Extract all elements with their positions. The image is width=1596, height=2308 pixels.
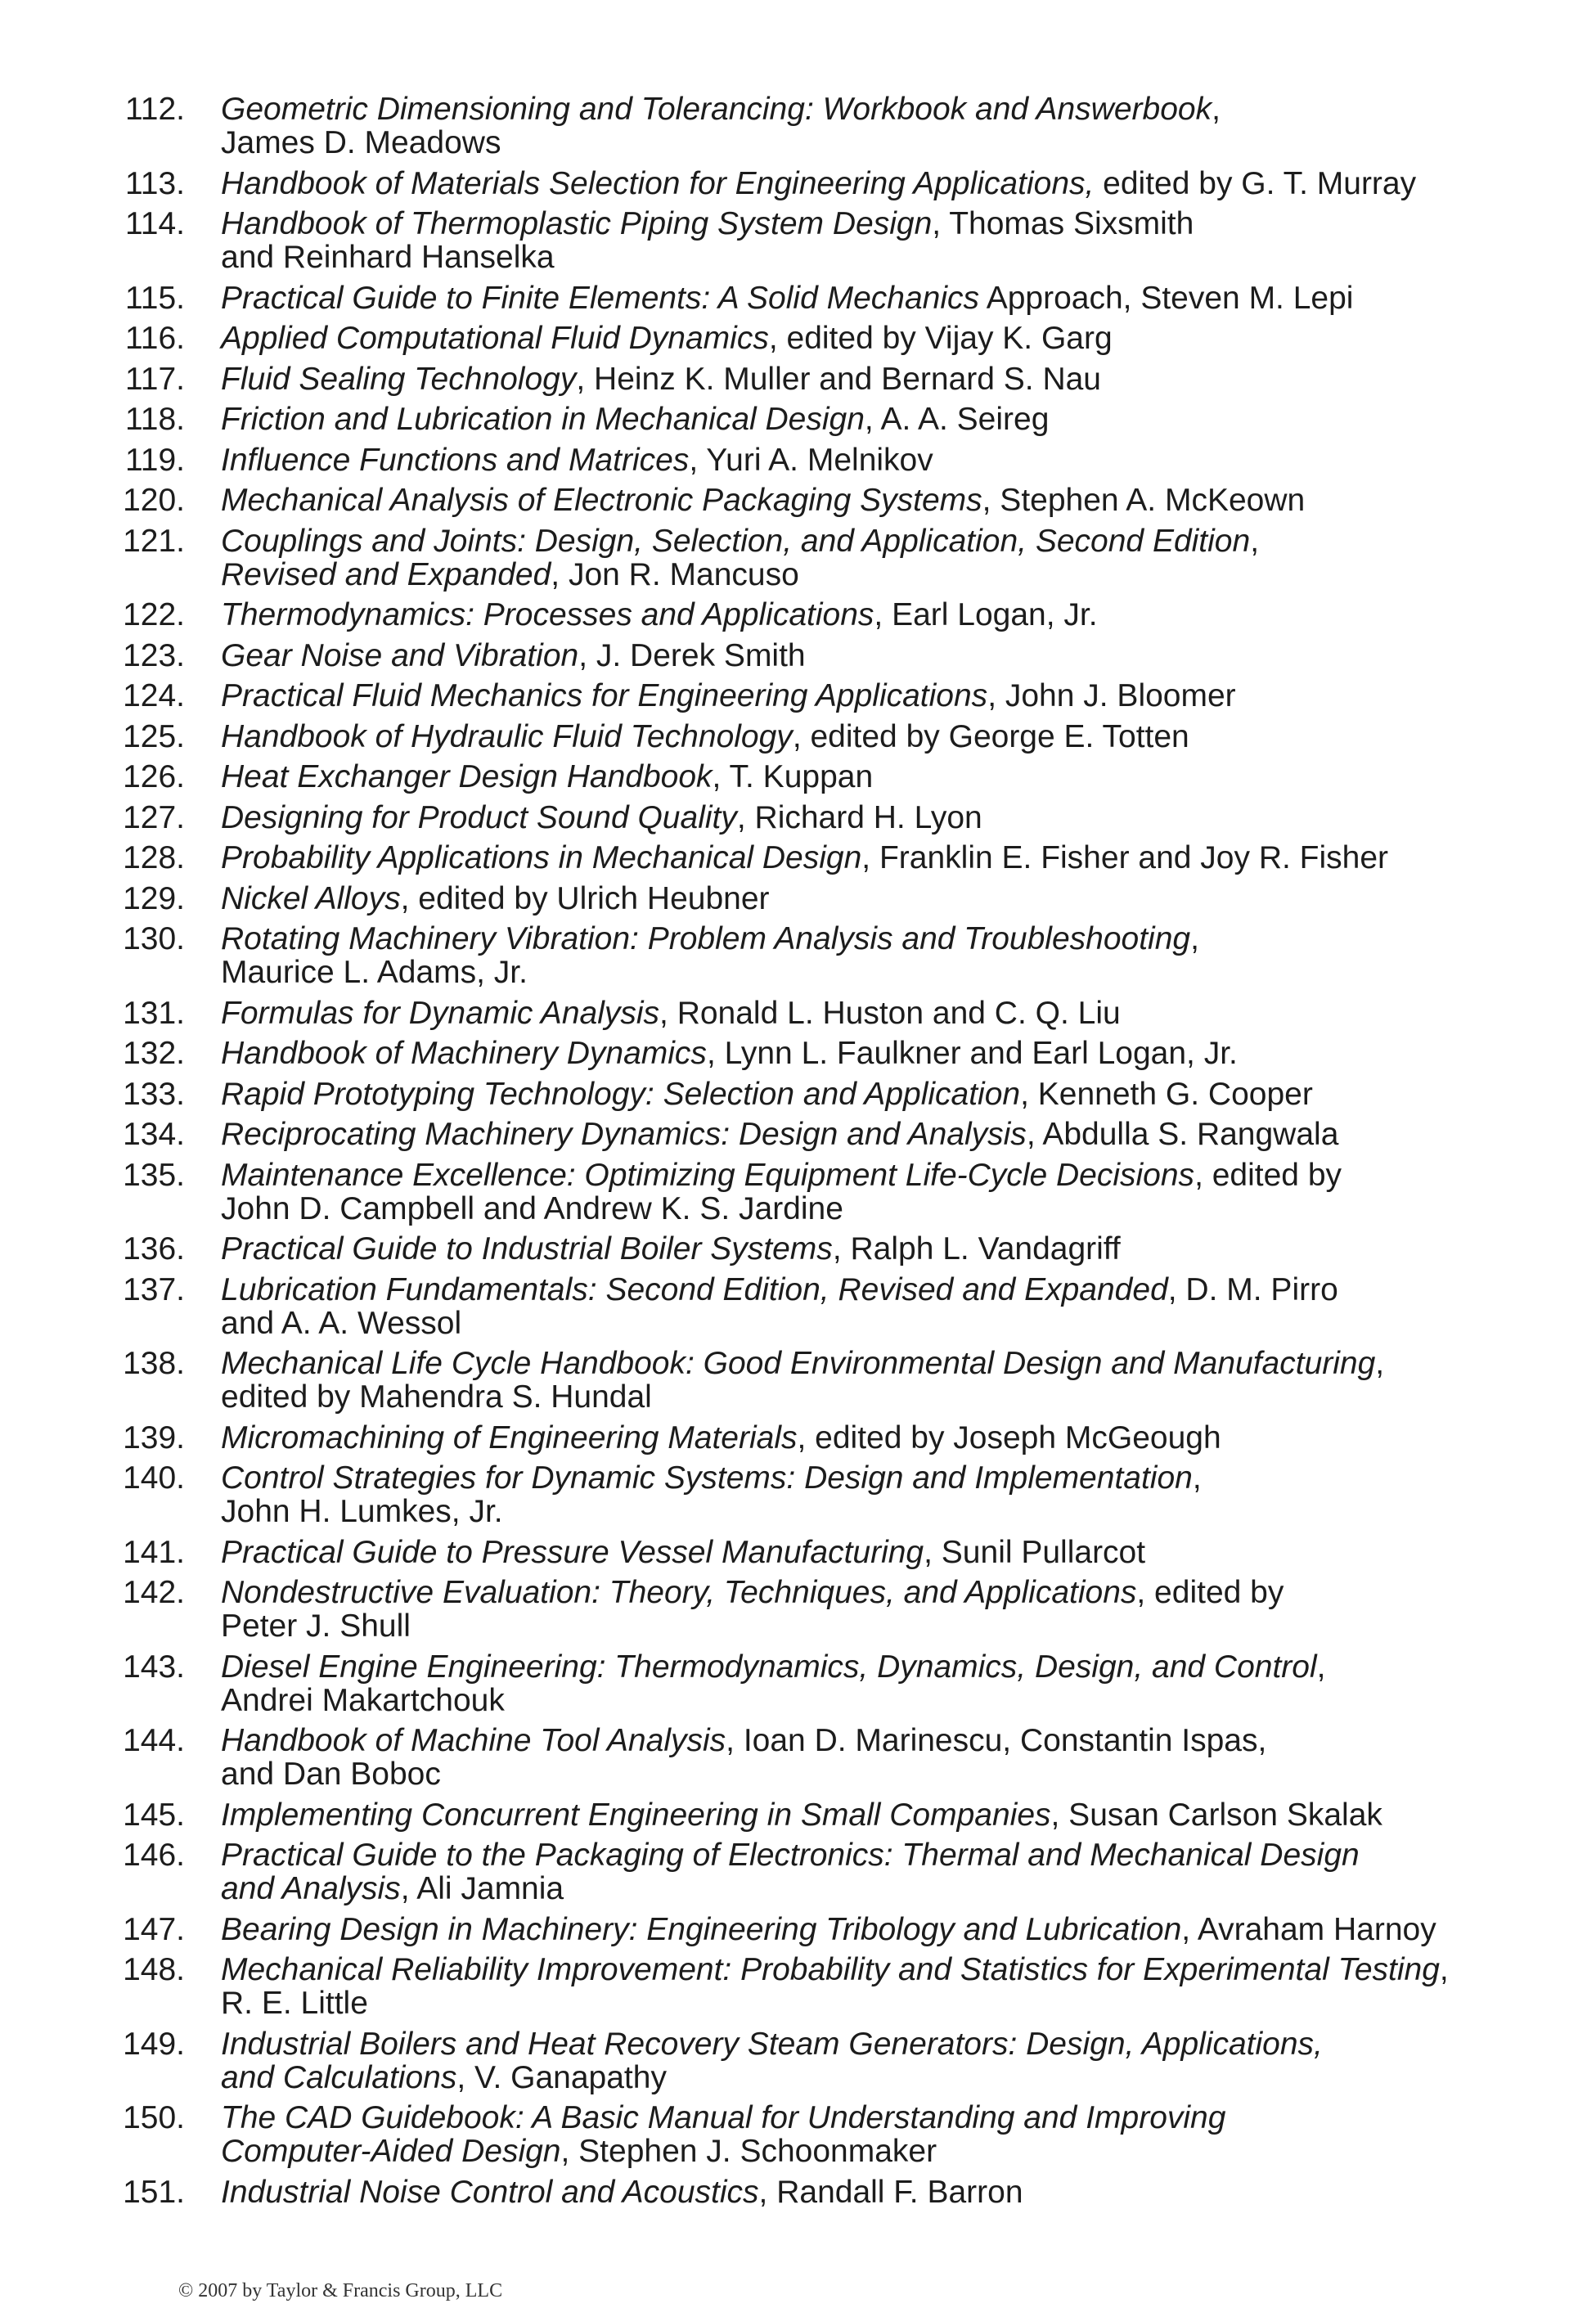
book-title: Friction and Lubrication in Mechanical Design bbox=[221, 402, 865, 437]
book-title: Nondestructive Evaluation: Theory, Techniques, and Applications bbox=[221, 1575, 1137, 1610]
author-text: and Dan Boboc bbox=[221, 1757, 441, 1792]
book-title: Nickel Alloys bbox=[221, 880, 401, 916]
entry-number: 147. bbox=[123, 1911, 185, 1947]
author-text: , Stephen J. Schoonmaker bbox=[560, 2134, 937, 2169]
book-title: Gear Noise and Vibration bbox=[221, 637, 579, 673]
book-title: Practical Fluid Mechanics for Engineering Applications bbox=[221, 678, 988, 713]
entry-text bbox=[221, 1724, 1528, 1791]
list-item bbox=[121, 1838, 1528, 1905]
list-item bbox=[121, 403, 1528, 436]
author-text: , Lynn L. Faulkner and Earl Logan, Jr. bbox=[706, 1036, 1238, 1071]
entry-line bbox=[221, 1307, 1528, 1340]
entry-line bbox=[221, 956, 1528, 989]
entry-number: 127. bbox=[123, 799, 185, 835]
book-title: Couplings and Joints: Design, Selection, and Application, Second Edition bbox=[221, 523, 1251, 559]
entry-text bbox=[221, 2175, 1528, 2209]
list-item bbox=[121, 1273, 1528, 1340]
book-title: Control Strategies for Dynamic Systems: Design and Implementation bbox=[221, 1460, 1193, 1496]
list-item bbox=[121, 443, 1528, 477]
list-item bbox=[121, 639, 1528, 673]
author-text: , bbox=[1192, 1460, 1202, 1496]
list-item bbox=[121, 92, 1528, 160]
book-title: Diesel Engine Engineering: Thermodynamics, Dynamics, Design, and Control bbox=[221, 1649, 1317, 1685]
book-title: Heat Exchanger Design Handbook bbox=[221, 759, 713, 794]
entry-text bbox=[221, 1158, 1528, 1226]
entry-line bbox=[221, 443, 1528, 477]
author-text: , Earl Logan, Jr. bbox=[874, 597, 1098, 632]
entry-text bbox=[221, 1421, 1528, 1455]
list-item bbox=[121, 1536, 1528, 1569]
entry-number: 128. bbox=[123, 840, 185, 875]
author-text: , edited by bbox=[1194, 1157, 1342, 1193]
author-text: , Thomas Sixsmith bbox=[932, 206, 1194, 241]
author-text: Approach, Steven M. Lepi bbox=[979, 280, 1354, 316]
entry-line bbox=[221, 720, 1528, 754]
list-item bbox=[121, 1913, 1528, 1946]
entry-line bbox=[221, 1495, 1528, 1528]
author-text: , Sunil Pullarcot bbox=[924, 1534, 1146, 1570]
book-title: Thermodynamics: Processes and Applications bbox=[221, 597, 874, 632]
book-title: Practical Guide to Industrial Boiler Systems bbox=[221, 1231, 833, 1266]
entry-number: 119. bbox=[124, 442, 185, 478]
list-item bbox=[121, 281, 1528, 315]
list-item bbox=[121, 362, 1528, 396]
list-item bbox=[121, 679, 1528, 713]
book-title: Practical Guide to the Packaging of Electronics: Thermal and Mechanical Design bbox=[221, 1838, 1360, 1873]
author-text: , Ioan D. Marinescu, Constantin Ispas, bbox=[726, 1723, 1267, 1758]
book-title: Influence Functions and Matrices bbox=[221, 442, 690, 478]
author-text: James D. Meadows bbox=[221, 125, 501, 160]
list-item bbox=[121, 801, 1528, 835]
entry-line bbox=[221, 126, 1528, 160]
entry-line bbox=[221, 1273, 1528, 1307]
book-title: Mechanical Analysis of Electronic Packaging Systems bbox=[221, 483, 982, 518]
entry-text bbox=[221, 1536, 1528, 1569]
list-item bbox=[121, 1347, 1528, 1414]
entry-text bbox=[221, 484, 1528, 517]
entry-line bbox=[221, 167, 1528, 200]
list-item bbox=[121, 1953, 1528, 2020]
author-text: , Richard H. Lyon bbox=[736, 799, 982, 835]
entry-line bbox=[221, 558, 1528, 592]
entry-text bbox=[221, 362, 1528, 396]
entry-text bbox=[221, 1798, 1528, 1832]
book-title: Revised and Expanded bbox=[221, 556, 551, 592]
entry-line bbox=[221, 801, 1528, 835]
entry-line bbox=[221, 1576, 1528, 1609]
entry-text bbox=[221, 1232, 1528, 1266]
entry-line bbox=[221, 1986, 1528, 2020]
list-item bbox=[121, 1158, 1528, 1226]
entry-number: 131. bbox=[123, 995, 185, 1031]
entry-number: 132. bbox=[123, 1036, 185, 1071]
entry-line bbox=[221, 882, 1528, 916]
author-text: edited by Mahendra S. Hundal bbox=[221, 1379, 652, 1415]
author-text: , Franklin E. Fisher and Joy R. Fisher bbox=[861, 840, 1389, 875]
entry-number: 116. bbox=[124, 321, 185, 356]
entry-number: 141. bbox=[123, 1534, 185, 1570]
copyright-footer: © 2007 by Taylor & Francis Group, LLC bbox=[178, 2280, 503, 2301]
entry-text bbox=[221, 1273, 1528, 1340]
author-text: , Ronald L. Huston and C. Q. Liu bbox=[659, 995, 1121, 1031]
book-title: Handbook of Materials Selection for Engineering Applications, bbox=[221, 165, 1095, 201]
entry-number: 144. bbox=[123, 1723, 185, 1758]
entry-number: 135. bbox=[123, 1157, 185, 1193]
entry-number: 118. bbox=[124, 402, 185, 437]
entry-line bbox=[221, 1724, 1528, 1757]
author-text: , Randall F. Barron bbox=[758, 2174, 1023, 2210]
entry-text bbox=[221, 1576, 1528, 1643]
entry-number: 114. bbox=[124, 206, 185, 241]
entry-number: 129. bbox=[123, 880, 185, 916]
entry-text bbox=[221, 801, 1528, 835]
entry-number: 115. bbox=[124, 280, 185, 316]
list-item bbox=[121, 882, 1528, 916]
entry-number: 151. bbox=[123, 2174, 185, 2210]
list-item bbox=[121, 922, 1528, 989]
book-title: Computer-Aided Design bbox=[221, 2134, 561, 2169]
entry-line bbox=[221, 2135, 1528, 2168]
author-text: , Ali Jamnia bbox=[400, 1871, 564, 1906]
author-text: , J. Derek Smith bbox=[578, 637, 806, 673]
book-title: The CAD Guidebook: A Basic Manual for Understanding and Improving bbox=[221, 2100, 1226, 2135]
author-text: Andrei Makartchouk bbox=[221, 1682, 505, 1718]
entry-number: 136. bbox=[123, 1231, 185, 1266]
entry-line bbox=[221, 241, 1528, 274]
book-title: Rotating Machinery Vibration: Problem Analysis and Troubleshooting bbox=[221, 921, 1191, 956]
book-title: Designing for Product Sound Quality bbox=[221, 799, 737, 835]
entry-line bbox=[221, 1536, 1528, 1569]
entry-text bbox=[221, 1347, 1528, 1414]
entry-text bbox=[221, 1037, 1528, 1070]
entry-line bbox=[221, 207, 1528, 241]
entry-line bbox=[221, 1798, 1528, 1832]
list-item bbox=[121, 1421, 1528, 1455]
book-title: Mechanical Reliability Improvement: Probability and Statistics for Experimental Testing bbox=[221, 1952, 1440, 1987]
book-title: Micromachining of Engineering Materials bbox=[221, 1419, 798, 1455]
book-title: Lubrication Fundamentals: Second Edition, Revised and Expanded bbox=[221, 1271, 1168, 1307]
entry-number: 117. bbox=[124, 361, 185, 397]
author-text: , Susan Carlson Skalak bbox=[1050, 1797, 1382, 1833]
entry-line bbox=[221, 922, 1528, 956]
entry-number: 133. bbox=[123, 1076, 185, 1112]
author-text: , bbox=[1439, 1952, 1449, 1987]
entry-number: 139. bbox=[123, 1419, 185, 1455]
entry-line bbox=[221, 1380, 1528, 1414]
entry-line bbox=[221, 484, 1528, 517]
author-text: R. E. Little bbox=[221, 1986, 368, 2021]
entry-line bbox=[221, 1461, 1528, 1495]
entry-text bbox=[221, 598, 1528, 632]
entry-number: 123. bbox=[123, 637, 185, 673]
entry-line bbox=[221, 1192, 1528, 1226]
entry-text bbox=[221, 443, 1528, 477]
author-text: , edited by George E. Totten bbox=[792, 718, 1189, 754]
entry-text bbox=[221, 720, 1528, 754]
entry-line bbox=[221, 1650, 1528, 1684]
list-item bbox=[121, 322, 1528, 355]
list-item bbox=[121, 1461, 1528, 1528]
entry-text bbox=[221, 524, 1528, 592]
list-item bbox=[121, 1118, 1528, 1151]
entry-line bbox=[221, 841, 1528, 875]
entry-text bbox=[221, 882, 1528, 916]
entry-line bbox=[221, 524, 1528, 558]
list-item bbox=[121, 1078, 1528, 1111]
book-title: Bearing Design in Machinery: Engineering Tribology and Lubrication bbox=[221, 1911, 1182, 1947]
entry-number: 143. bbox=[123, 1649, 185, 1685]
author-text: John H. Lumkes, Jr. bbox=[221, 1494, 503, 1529]
entry-line bbox=[221, 679, 1528, 713]
author-text: Maurice L. Adams, Jr. bbox=[221, 955, 528, 990]
entry-text bbox=[221, 1118, 1528, 1151]
entry-line bbox=[221, 281, 1528, 315]
entry-number: 138. bbox=[123, 1346, 185, 1381]
author-text: , Heinz K. Muller and Bernard S. Nau bbox=[576, 361, 1101, 397]
entry-line bbox=[221, 1347, 1528, 1380]
author-text: and Reinhard Hanselka bbox=[221, 240, 555, 275]
entry-text bbox=[221, 207, 1528, 274]
entry-line bbox=[221, 2101, 1528, 2135]
entry-line bbox=[221, 1913, 1528, 1946]
entry-line bbox=[221, 760, 1528, 794]
book-title: Fluid Sealing Technology bbox=[221, 361, 577, 397]
list-item bbox=[121, 1576, 1528, 1643]
entry-line bbox=[221, 1421, 1528, 1455]
author-text: and A. A. Wessol bbox=[221, 1305, 462, 1341]
author-text: , John J. Bloomer bbox=[987, 678, 1236, 713]
entry-line bbox=[221, 2027, 1528, 2061]
author-text: , bbox=[1250, 523, 1260, 559]
author-text: , Yuri A. Melnikov bbox=[689, 442, 933, 478]
list-item bbox=[121, 484, 1528, 517]
list-item bbox=[121, 1232, 1528, 1266]
entry-number: 140. bbox=[123, 1460, 185, 1496]
book-title: Industrial Noise Control and Acoustics bbox=[221, 2174, 759, 2210]
entry-line bbox=[221, 997, 1528, 1030]
entry-text bbox=[221, 167, 1528, 200]
entry-text bbox=[221, 1078, 1528, 1111]
entry-number: 146. bbox=[123, 1838, 185, 1873]
entry-number: 130. bbox=[123, 921, 185, 956]
list-item bbox=[121, 1724, 1528, 1791]
list-item bbox=[121, 167, 1528, 200]
book-title: Handbook of Thermoplastic Piping System Design bbox=[221, 206, 933, 241]
book-title: and Analysis bbox=[221, 1871, 401, 1906]
entry-number: 134. bbox=[123, 1117, 185, 1152]
entry-number: 150. bbox=[123, 2100, 185, 2135]
author-text: , edited by Ulrich Heubner bbox=[400, 880, 770, 916]
entry-line bbox=[221, 403, 1528, 436]
entry-text bbox=[221, 1461, 1528, 1528]
book-title: Handbook of Machinery Dynamics bbox=[221, 1036, 707, 1071]
book-title: Maintenance Excellence: Optimizing Equipment Life-Cycle Decisions bbox=[221, 1157, 1195, 1193]
entry-text bbox=[221, 322, 1528, 355]
entry-line bbox=[221, 362, 1528, 396]
list-item bbox=[121, 207, 1528, 274]
list-item bbox=[121, 1650, 1528, 1717]
book-title: and Calculations bbox=[221, 2059, 457, 2095]
entry-text bbox=[221, 92, 1528, 160]
author-text: , D. M. Pirro bbox=[1167, 1271, 1338, 1307]
entry-line bbox=[221, 639, 1528, 673]
entry-text bbox=[221, 1838, 1528, 1905]
entry-number: 148. bbox=[123, 1952, 185, 1987]
list-item bbox=[121, 2101, 1528, 2168]
entry-number: 149. bbox=[123, 2026, 185, 2062]
entry-text bbox=[221, 841, 1528, 875]
author-text: , Jon R. Mancuso bbox=[551, 556, 799, 592]
entry-number: 120. bbox=[123, 483, 185, 518]
author-text: , V. Ganapathy bbox=[456, 2059, 667, 2095]
entry-text bbox=[221, 2027, 1528, 2094]
entry-text bbox=[221, 760, 1528, 794]
entry-number: 126. bbox=[123, 759, 185, 794]
author-text: , Kenneth G. Cooper bbox=[1020, 1076, 1313, 1112]
entry-number: 124. bbox=[123, 678, 185, 713]
list-item bbox=[121, 598, 1528, 632]
author-text: , bbox=[1316, 1649, 1326, 1685]
list-item bbox=[121, 1037, 1528, 1070]
entry-number: 145. bbox=[123, 1797, 185, 1833]
book-title: Mechanical Life Cycle Handbook: Good Environmental Design and Manufacturing bbox=[221, 1346, 1376, 1381]
entry-line bbox=[221, 1609, 1528, 1643]
entry-line bbox=[221, 2175, 1528, 2209]
book-title: Geometric Dimensioning and Tolerancing: Workbook and Answerbook bbox=[221, 92, 1212, 127]
book-title: Industrial Boilers and Heat Recovery Steam Generators: Design, Applications, bbox=[221, 2026, 1323, 2062]
entry-text bbox=[221, 1913, 1528, 1946]
entry-number: 121. bbox=[123, 523, 185, 559]
book-title: Practical Guide to Pressure Vessel Manufacturing bbox=[221, 1534, 924, 1570]
entry-text bbox=[221, 2101, 1528, 2168]
entry-line bbox=[221, 1684, 1528, 1717]
entry-line bbox=[221, 1838, 1528, 1872]
entry-text bbox=[221, 1953, 1528, 2020]
entry-line bbox=[221, 322, 1528, 355]
entry-text bbox=[221, 639, 1528, 673]
list-item bbox=[121, 1798, 1528, 1832]
book-title: Formulas for Dynamic Analysis bbox=[221, 995, 660, 1031]
entry-line bbox=[221, 1872, 1528, 1905]
entry-number: 122. bbox=[123, 597, 185, 632]
book-title: Handbook of Machine Tool Analysis bbox=[221, 1723, 726, 1758]
author-text: , T. Kuppan bbox=[712, 759, 874, 794]
entry-line bbox=[221, 1158, 1528, 1192]
entry-line bbox=[221, 92, 1528, 126]
author-text: , bbox=[1212, 92, 1221, 127]
book-title: Reciprocating Machinery Dynamics: Design and Analysis bbox=[221, 1117, 1027, 1152]
list-item bbox=[121, 760, 1528, 794]
author-text: , edited by Joseph McGeough bbox=[797, 1419, 1221, 1455]
book-title: Handbook of Hydraulic Fluid Technology bbox=[221, 718, 793, 754]
author-text: , Ralph L. Vandagriff bbox=[832, 1231, 1121, 1266]
book-title: Applied Computational Fluid Dynamics bbox=[221, 321, 769, 356]
entry-number: 113. bbox=[124, 165, 185, 201]
book-title: Probability Applications in Mechanical Design bbox=[221, 840, 862, 875]
book-title: Practical Guide to Finite Elements: A Solid Mechanics bbox=[221, 280, 980, 316]
entry-line bbox=[221, 1953, 1528, 1986]
author-text: , edited by Vijay K. Garg bbox=[768, 321, 1113, 356]
author-text: , Avraham Harnoy bbox=[1181, 1911, 1436, 1947]
entry-text bbox=[221, 281, 1528, 315]
author-text: Peter J. Shull bbox=[221, 1608, 411, 1644]
author-text: , Abdulla S. Rangwala bbox=[1026, 1117, 1339, 1152]
entry-text bbox=[221, 997, 1528, 1030]
entry-line bbox=[221, 1078, 1528, 1111]
entry-text bbox=[221, 922, 1528, 989]
book-title: Rapid Prototyping Technology: Selection and Application bbox=[221, 1076, 1021, 1112]
list-item bbox=[121, 720, 1528, 754]
entry-line bbox=[221, 1118, 1528, 1151]
entry-number: 125. bbox=[123, 718, 185, 754]
entry-number: 142. bbox=[123, 1575, 185, 1610]
author-text: John D. Campbell and Andrew K. S. Jardine bbox=[221, 1190, 843, 1226]
author-text: , bbox=[1375, 1346, 1385, 1381]
author-text: , bbox=[1190, 921, 1199, 956]
author-text: , A. A. Seireg bbox=[864, 402, 1050, 437]
author-text: edited by G. T. Murray bbox=[1094, 165, 1417, 201]
entry-line bbox=[221, 1037, 1528, 1070]
list-item bbox=[121, 524, 1528, 592]
entry-line bbox=[221, 1232, 1528, 1266]
author-text: , edited by bbox=[1136, 1575, 1284, 1610]
entry-line bbox=[221, 1757, 1528, 1791]
entry-line bbox=[221, 2061, 1528, 2094]
list-item bbox=[121, 841, 1528, 875]
list-item bbox=[121, 2027, 1528, 2094]
book-title: Implementing Concurrent Engineering in Small Companies bbox=[221, 1797, 1051, 1833]
author-text: , Stephen A. McKeown bbox=[982, 483, 1306, 518]
entry-text bbox=[221, 679, 1528, 713]
entry-number: 137. bbox=[123, 1271, 185, 1307]
entry-text bbox=[221, 1650, 1528, 1717]
list-item bbox=[121, 2175, 1528, 2209]
book-series-list bbox=[121, 92, 1528, 2216]
entry-line bbox=[221, 598, 1528, 632]
entry-text bbox=[221, 403, 1528, 436]
list-item bbox=[121, 997, 1528, 1030]
entry-number: 112. bbox=[124, 92, 185, 127]
